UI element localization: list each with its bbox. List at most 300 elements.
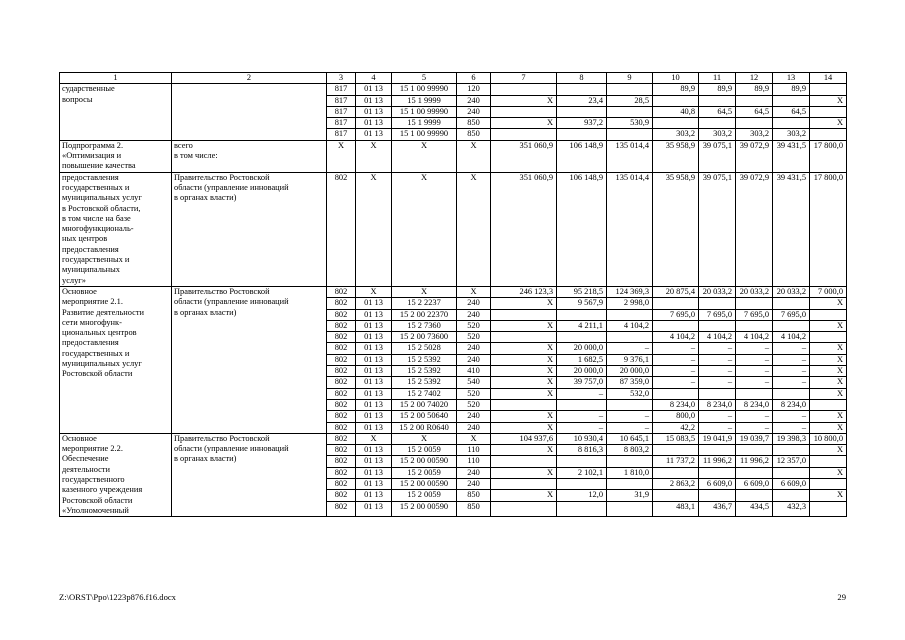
value-cell: 01 13 bbox=[356, 411, 392, 422]
value-cell bbox=[699, 95, 736, 106]
value-cell: 01 13 bbox=[356, 366, 392, 377]
value-cell: 01 13 bbox=[356, 298, 392, 309]
value-cell: 532,0 bbox=[607, 388, 653, 399]
value-cell bbox=[810, 332, 847, 343]
value-cell: 89,9 bbox=[653, 84, 699, 95]
value-cell: 35 958,9 bbox=[653, 140, 699, 172]
value-cell bbox=[810, 84, 847, 95]
value-cell: 42,2 bbox=[653, 422, 699, 433]
value-cell: 817 bbox=[327, 129, 356, 140]
program-name-line: многофункциональ- bbox=[62, 224, 134, 234]
value-cell: 11 996,2 bbox=[699, 456, 736, 467]
program-name-line: государственного bbox=[62, 475, 125, 485]
value-cell: 483,1 bbox=[653, 501, 699, 517]
value-cell: 01 13 bbox=[356, 399, 392, 410]
value-cell bbox=[491, 129, 557, 140]
value-cell: 12 357,0 bbox=[773, 456, 810, 467]
program-name-line: циональных центров bbox=[62, 328, 137, 338]
value-cell bbox=[557, 456, 607, 467]
program-name-cell bbox=[60, 286, 172, 433]
value-cell: 01 13 bbox=[356, 332, 392, 343]
value-cell bbox=[773, 298, 810, 309]
table-row bbox=[60, 286, 847, 297]
program-name-line: мероприятие 2.2. bbox=[62, 444, 123, 454]
value-cell: 802 bbox=[327, 501, 356, 517]
value-cell: – bbox=[607, 343, 653, 354]
value-cell: 436,7 bbox=[699, 501, 736, 517]
header-row bbox=[60, 73, 847, 84]
program-name-line: Основное bbox=[62, 433, 97, 443]
value-cell bbox=[736, 467, 773, 478]
program-name-line: повышение качества bbox=[62, 161, 136, 171]
value-cell: 6 609,0 bbox=[699, 479, 736, 490]
value-cell: 15 2 0059 bbox=[392, 467, 457, 478]
value-cell bbox=[653, 388, 699, 399]
value-cell: 15 2 5392 bbox=[392, 366, 457, 377]
value-cell: 817 bbox=[327, 95, 356, 106]
executor-line: всего bbox=[174, 140, 193, 150]
value-cell bbox=[773, 95, 810, 106]
value-cell: X bbox=[392, 286, 457, 297]
program-name-line: муниципальных услуг bbox=[62, 193, 142, 203]
value-cell: 15 2 00 73600 bbox=[392, 332, 457, 343]
value-cell: X bbox=[491, 354, 557, 365]
column-header: 9 bbox=[607, 73, 653, 84]
value-cell: 9 567,9 bbox=[557, 298, 607, 309]
value-cell bbox=[810, 309, 847, 320]
value-cell: 64,5 bbox=[736, 106, 773, 117]
value-cell: 106 148,9 bbox=[557, 140, 607, 172]
program-name-line: деятельности bbox=[62, 464, 110, 474]
value-cell: 8 234,0 bbox=[699, 399, 736, 410]
value-cell: X bbox=[810, 377, 847, 388]
file-path: Z:\ORST\Ppo\1223p876.f16.docx bbox=[59, 592, 176, 602]
column-header: 8 bbox=[557, 73, 607, 84]
value-cell: 540 bbox=[457, 377, 491, 388]
value-cell: 35 958,9 bbox=[653, 172, 699, 286]
value-cell: 110 bbox=[457, 445, 491, 456]
executor-cell bbox=[172, 84, 327, 140]
value-cell: 15 2 00 R0640 bbox=[392, 422, 457, 433]
value-cell: 28,5 bbox=[607, 95, 653, 106]
value-cell: 4 104,2 bbox=[736, 332, 773, 343]
value-cell: 7 695,0 bbox=[699, 309, 736, 320]
value-cell: X bbox=[356, 433, 392, 444]
budget-table-page bbox=[59, 72, 846, 517]
value-cell: X bbox=[491, 366, 557, 377]
value-cell bbox=[491, 332, 557, 343]
executor-line: в органах власти) bbox=[174, 454, 237, 464]
value-cell: 9 376,1 bbox=[607, 354, 653, 365]
value-cell: 432,3 bbox=[773, 501, 810, 517]
value-cell bbox=[773, 320, 810, 331]
column-header: 5 bbox=[392, 73, 457, 84]
value-cell: 01 13 bbox=[356, 343, 392, 354]
value-cell: 850 bbox=[457, 129, 491, 140]
value-cell bbox=[653, 118, 699, 129]
value-cell: 2 998,0 bbox=[607, 298, 653, 309]
value-cell: 802 bbox=[327, 445, 356, 456]
value-cell: 11 737,2 bbox=[653, 456, 699, 467]
value-cell: 15 2 00 00590 bbox=[392, 479, 457, 490]
value-cell: 19 039,7 bbox=[736, 433, 773, 444]
value-cell bbox=[810, 479, 847, 490]
value-cell: X bbox=[356, 140, 392, 172]
value-cell: X bbox=[810, 343, 847, 354]
table-row bbox=[60, 172, 847, 286]
value-cell: – bbox=[736, 411, 773, 422]
value-cell bbox=[607, 309, 653, 320]
value-cell: 01 13 bbox=[356, 445, 392, 456]
value-cell: X bbox=[457, 172, 491, 286]
value-cell: X bbox=[491, 388, 557, 399]
program-name-line: предоставления bbox=[62, 338, 119, 348]
value-cell bbox=[557, 399, 607, 410]
program-name-line: Ростовской области bbox=[62, 495, 133, 505]
program-name-line: государственных и bbox=[62, 182, 130, 192]
value-cell bbox=[653, 298, 699, 309]
value-cell: X bbox=[810, 422, 847, 433]
value-cell: 850 bbox=[457, 490, 491, 501]
value-cell bbox=[653, 490, 699, 501]
value-cell: – bbox=[736, 366, 773, 377]
value-cell bbox=[491, 309, 557, 320]
value-cell: 4 104,2 bbox=[773, 332, 810, 343]
value-cell bbox=[491, 106, 557, 117]
value-cell: X bbox=[810, 467, 847, 478]
value-cell: 89,9 bbox=[736, 84, 773, 95]
column-header: 1 bbox=[60, 73, 172, 84]
column-header: 3 bbox=[327, 73, 356, 84]
value-cell: – bbox=[653, 354, 699, 365]
program-name-line: предоставления bbox=[62, 244, 119, 254]
program-name-line: вопросы bbox=[62, 94, 93, 104]
program-name-line: сети многофунк- bbox=[62, 317, 122, 327]
value-cell: 802 bbox=[327, 172, 356, 286]
table-row bbox=[60, 433, 847, 444]
value-cell: 800,0 bbox=[653, 411, 699, 422]
program-name-line: муниципальных услуг bbox=[62, 359, 142, 369]
program-name-line: Подпрограмма 2. bbox=[62, 140, 124, 150]
value-cell: 17 800,0 bbox=[810, 140, 847, 172]
program-name-cell bbox=[60, 140, 172, 172]
value-cell: 39 075,1 bbox=[699, 140, 736, 172]
value-cell: 240 bbox=[457, 95, 491, 106]
program-name-line: Основное bbox=[62, 286, 97, 296]
value-cell: 89,9 bbox=[773, 84, 810, 95]
executor-cell bbox=[172, 172, 327, 286]
value-cell: 8 234,0 bbox=[773, 399, 810, 410]
value-cell bbox=[810, 456, 847, 467]
value-cell: 15 2 7402 bbox=[392, 388, 457, 399]
executor-line: Правительство Ростовской bbox=[174, 433, 270, 443]
budget-table bbox=[59, 72, 847, 517]
executor-line: области (управление инноваций bbox=[174, 297, 289, 307]
program-name-line: сударственные bbox=[62, 84, 115, 94]
value-cell bbox=[557, 84, 607, 95]
value-cell: 937,2 bbox=[557, 118, 607, 129]
value-cell bbox=[736, 118, 773, 129]
value-cell bbox=[607, 456, 653, 467]
value-cell: – bbox=[557, 422, 607, 433]
value-cell: – bbox=[773, 411, 810, 422]
value-cell: 351 060,9 bbox=[491, 172, 557, 286]
value-cell bbox=[491, 479, 557, 490]
value-cell bbox=[736, 445, 773, 456]
value-cell bbox=[699, 320, 736, 331]
value-cell: – bbox=[699, 343, 736, 354]
column-header: 12 bbox=[736, 73, 773, 84]
value-cell bbox=[699, 445, 736, 456]
value-cell: 01 13 bbox=[356, 129, 392, 140]
program-name-line: Обеспечение bbox=[62, 454, 109, 464]
value-cell: 15 1 00 99990 bbox=[392, 129, 457, 140]
value-cell: 11 996,2 bbox=[736, 456, 773, 467]
value-cell: 240 bbox=[457, 298, 491, 309]
value-cell: 39 431,5 bbox=[773, 140, 810, 172]
value-cell: – bbox=[699, 411, 736, 422]
value-cell bbox=[607, 84, 653, 95]
value-cell: X bbox=[810, 411, 847, 422]
value-cell: 01 13 bbox=[356, 490, 392, 501]
value-cell: 410 bbox=[457, 366, 491, 377]
value-cell bbox=[653, 95, 699, 106]
program-name-line: государственных и bbox=[62, 348, 130, 358]
value-cell: 15 2 00 50640 bbox=[392, 411, 457, 422]
value-cell: – bbox=[557, 388, 607, 399]
value-cell: 01 13 bbox=[356, 479, 392, 490]
value-cell: 8 816,3 bbox=[557, 445, 607, 456]
value-cell bbox=[810, 399, 847, 410]
value-cell: 802 bbox=[327, 377, 356, 388]
value-cell: 10 645,1 bbox=[607, 433, 653, 444]
value-cell: 20 000,0 bbox=[557, 343, 607, 354]
column-header: 7 bbox=[491, 73, 557, 84]
value-cell: 802 bbox=[327, 467, 356, 478]
value-cell: 520 bbox=[457, 332, 491, 343]
column-header: 11 bbox=[699, 73, 736, 84]
value-cell: X bbox=[810, 320, 847, 331]
program-name-line: мероприятие 2.1. bbox=[62, 297, 123, 307]
value-cell: 520 bbox=[457, 388, 491, 399]
value-cell: X bbox=[810, 95, 847, 106]
value-cell: 802 bbox=[327, 298, 356, 309]
value-cell: 23,4 bbox=[557, 95, 607, 106]
value-cell: – bbox=[557, 411, 607, 422]
value-cell: 15 1 9999 bbox=[392, 95, 457, 106]
column-header: 10 bbox=[653, 73, 699, 84]
value-cell: 15 2 5392 bbox=[392, 354, 457, 365]
value-cell: – bbox=[653, 343, 699, 354]
value-cell bbox=[736, 320, 773, 331]
value-cell: 802 bbox=[327, 332, 356, 343]
value-cell: 2 102,1 bbox=[557, 467, 607, 478]
value-cell: 15 1 9999 bbox=[392, 118, 457, 129]
value-cell: 802 bbox=[327, 399, 356, 410]
value-cell: 01 13 bbox=[356, 377, 392, 388]
value-cell: 4 104,2 bbox=[607, 320, 653, 331]
value-cell: 7 695,0 bbox=[653, 309, 699, 320]
value-cell: 15 2 00 22370 bbox=[392, 309, 457, 320]
value-cell: – bbox=[773, 366, 810, 377]
value-cell bbox=[773, 467, 810, 478]
value-cell bbox=[773, 490, 810, 501]
value-cell: 31,9 bbox=[607, 490, 653, 501]
value-cell bbox=[653, 467, 699, 478]
program-name-line: Развитие деятельности bbox=[62, 307, 145, 317]
value-cell: X bbox=[457, 286, 491, 297]
value-cell: X bbox=[491, 118, 557, 129]
value-cell: – bbox=[607, 422, 653, 433]
value-cell: X bbox=[392, 172, 457, 286]
program-name-line: в Ростовской области, bbox=[62, 203, 141, 213]
executor-line: Правительство Ростовской bbox=[174, 172, 270, 182]
executor-cell bbox=[172, 140, 327, 172]
program-name-line: ных центров bbox=[62, 234, 108, 244]
value-cell bbox=[557, 332, 607, 343]
value-cell: 110 bbox=[457, 456, 491, 467]
value-cell: 2 863,2 bbox=[653, 479, 699, 490]
value-cell: 520 bbox=[457, 399, 491, 410]
value-cell bbox=[607, 479, 653, 490]
value-cell: – bbox=[773, 422, 810, 433]
value-cell: X bbox=[810, 366, 847, 377]
value-cell bbox=[607, 129, 653, 140]
value-cell: 7 695,0 bbox=[736, 309, 773, 320]
value-cell: – bbox=[653, 377, 699, 388]
value-cell: 802 bbox=[327, 343, 356, 354]
value-cell: 15 2 2237 bbox=[392, 298, 457, 309]
value-cell: 8 234,0 bbox=[653, 399, 699, 410]
value-cell bbox=[607, 332, 653, 343]
value-cell: X bbox=[491, 422, 557, 433]
value-cell: – bbox=[653, 366, 699, 377]
value-cell: 39 431,5 bbox=[773, 172, 810, 286]
value-cell: X bbox=[491, 467, 557, 478]
value-cell: 802 bbox=[327, 456, 356, 467]
value-cell: 1 682,5 bbox=[557, 354, 607, 365]
value-cell: 802 bbox=[327, 411, 356, 422]
value-cell: 240 bbox=[457, 343, 491, 354]
value-cell: 520 bbox=[457, 320, 491, 331]
value-cell: X bbox=[491, 377, 557, 388]
value-cell: 20 033,2 bbox=[773, 286, 810, 297]
value-cell: – bbox=[699, 377, 736, 388]
value-cell: 124 369,3 bbox=[607, 286, 653, 297]
program-name-line: в том числе на базе bbox=[62, 213, 131, 223]
value-cell bbox=[699, 467, 736, 478]
value-cell: – bbox=[736, 343, 773, 354]
value-cell: 15 2 5392 bbox=[392, 377, 457, 388]
value-cell bbox=[557, 479, 607, 490]
value-cell bbox=[773, 445, 810, 456]
value-cell: – bbox=[699, 366, 736, 377]
value-cell: 15 083,5 bbox=[653, 433, 699, 444]
program-name-line: «Оптимизация и bbox=[62, 151, 122, 161]
value-cell: 4 104,2 bbox=[699, 332, 736, 343]
value-cell: 850 bbox=[457, 118, 491, 129]
value-cell: 802 bbox=[327, 320, 356, 331]
value-cell: 15 2 5028 bbox=[392, 343, 457, 354]
value-cell bbox=[810, 129, 847, 140]
value-cell: 12,0 bbox=[557, 490, 607, 501]
value-cell: 817 bbox=[327, 84, 356, 95]
value-cell: X bbox=[457, 433, 491, 444]
value-cell: 64,5 bbox=[773, 106, 810, 117]
value-cell: – bbox=[736, 422, 773, 433]
value-cell: 39 075,1 bbox=[699, 172, 736, 286]
value-cell: 240 bbox=[457, 467, 491, 478]
value-cell: 246 123,3 bbox=[491, 286, 557, 297]
program-name-line: государственных и bbox=[62, 255, 130, 265]
executor-line: области (управление инноваций bbox=[174, 444, 289, 454]
value-cell: 240 bbox=[457, 106, 491, 117]
value-cell: 817 bbox=[327, 118, 356, 129]
column-header: 2 bbox=[172, 73, 327, 84]
value-cell bbox=[773, 388, 810, 399]
value-cell: X bbox=[457, 140, 491, 172]
value-cell: 802 bbox=[327, 422, 356, 433]
value-cell bbox=[736, 388, 773, 399]
value-cell: – bbox=[736, 354, 773, 365]
table-row bbox=[60, 84, 847, 95]
column-header: 13 bbox=[773, 73, 810, 84]
value-cell: 01 13 bbox=[356, 118, 392, 129]
value-cell: 4 211,1 bbox=[557, 320, 607, 331]
table-row bbox=[60, 140, 847, 172]
value-cell: X bbox=[810, 354, 847, 365]
value-cell bbox=[699, 388, 736, 399]
value-cell: 850 bbox=[457, 501, 491, 517]
value-cell: 303,2 bbox=[773, 129, 810, 140]
value-cell bbox=[736, 298, 773, 309]
value-cell: X bbox=[810, 388, 847, 399]
value-cell: X bbox=[810, 118, 847, 129]
executor-line: в том числе: bbox=[174, 151, 218, 161]
value-cell: 802 bbox=[327, 354, 356, 365]
value-cell: X bbox=[392, 140, 457, 172]
value-cell: X bbox=[810, 445, 847, 456]
value-cell: 20 000,0 bbox=[607, 366, 653, 377]
value-cell: 64,5 bbox=[699, 106, 736, 117]
value-cell bbox=[557, 309, 607, 320]
value-cell: 7 000,0 bbox=[810, 286, 847, 297]
value-cell: 89,9 bbox=[699, 84, 736, 95]
value-cell: X bbox=[327, 140, 356, 172]
program-name-line: казенного учреждения bbox=[62, 485, 143, 495]
value-cell: 15 1 00 99990 bbox=[392, 84, 457, 95]
value-cell bbox=[557, 129, 607, 140]
value-cell: 15 2 0059 bbox=[392, 490, 457, 501]
value-cell: 303,2 bbox=[653, 129, 699, 140]
value-cell: 240 bbox=[457, 309, 491, 320]
value-cell bbox=[653, 445, 699, 456]
value-cell: X bbox=[356, 172, 392, 286]
value-cell: 240 bbox=[457, 479, 491, 490]
value-cell bbox=[699, 298, 736, 309]
value-cell: 802 bbox=[327, 286, 356, 297]
value-cell bbox=[557, 501, 607, 517]
value-cell: 817 bbox=[327, 106, 356, 117]
value-cell bbox=[736, 95, 773, 106]
value-cell: 15 1 00 99990 bbox=[392, 106, 457, 117]
page-number: 29 bbox=[837, 592, 846, 602]
value-cell: 01 13 bbox=[356, 309, 392, 320]
value-cell: 530,9 bbox=[607, 118, 653, 129]
column-header: 6 bbox=[457, 73, 491, 84]
value-cell: 802 bbox=[327, 366, 356, 377]
program-name-cell bbox=[60, 433, 172, 516]
